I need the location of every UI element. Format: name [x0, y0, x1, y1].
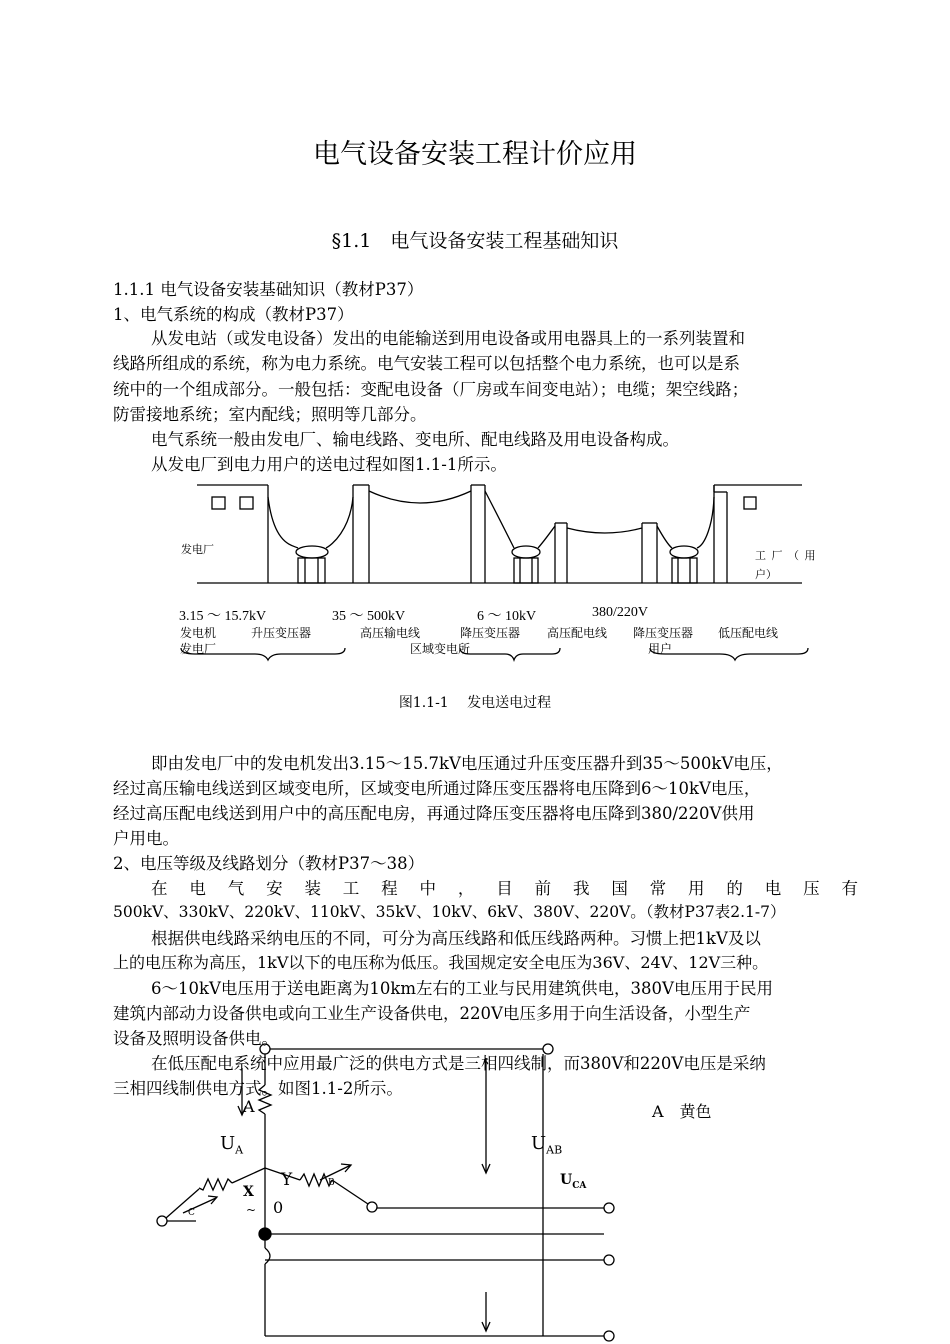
voltage-label: 35 ～ 500kV	[332, 609, 406, 624]
paragraph-line: 根据供电线路采纳电压的不同，可分为高压线路和低压线路两种。习惯上把1kV及以	[151, 929, 761, 948]
factory-label: 工 厂 （ 用	[755, 549, 817, 562]
subsection-heading: 1.1.1 电气设备安装基础知识（教材P37）	[113, 280, 424, 299]
b-sub-label: B	[328, 1178, 335, 1188]
paragraph-line: 户用电。	[113, 829, 179, 848]
paragraph-line: 防雷接地系统；室内配线；照明等几部分。	[113, 405, 427, 424]
factory-label-2: 户）	[755, 568, 777, 581]
paragraph-line: 线路所组成的系统，称为电力系统。电气安装工程可以包括整个电力系统，也可以是系	[113, 354, 740, 373]
group-label: 区域变电所	[410, 642, 471, 656]
phase-a-label: A	[243, 1097, 255, 1116]
paragraph-line: 三相四线制供电方式。如图1.1-2所示。	[113, 1079, 403, 1098]
item-heading-1: 1、电气系统的构成（教材P37）	[113, 305, 354, 324]
uca-label: $U_{CA}$	[560, 1172, 587, 1191]
paragraph-line: 经过高压输电线送到区域变电所，区域变电所通过降压变压器将电压降到6～10kV电压，	[113, 779, 761, 798]
power-plant-label: 发电厂	[181, 543, 214, 556]
paragraph-line: 统中的一个组成部分。一般包括：变配电设备（厂房或车间变电站）；电缆；架空线路；	[113, 380, 749, 399]
x-label: X	[243, 1184, 254, 1200]
component-label: 降压变压器	[460, 626, 521, 640]
group-label: 发电厂	[180, 642, 217, 656]
figure-caption: 图1.1-1 发电送电过程	[398, 695, 552, 711]
voltage-label: 6 ～ 10kV	[477, 609, 537, 624]
uab-label: $U_{AB}$	[531, 1133, 563, 1157]
voltage-label: 3.15 ～ 15.7kV	[179, 609, 267, 624]
phase-color-note: A 黄色	[652, 1102, 712, 1121]
ua-label: $U_A$	[220, 1133, 244, 1157]
paragraph-line: 从发电厂到电力用户的送电过程如图1.1-1所示。	[151, 455, 507, 474]
item-heading-2: 2、电压等级及线路划分（教材P37～38）	[113, 854, 425, 873]
tilde-symbol: ~	[246, 1203, 257, 1217]
paragraph-line: 建筑内部动力设备供电或向工业生产设备供电，220V电压多用于向生活设备，小型生产	[113, 1004, 751, 1023]
paragraph-line: 6～10kV电压用于送电距离为10km左右的工业与民用建筑供电，380V电压用于民用	[151, 979, 773, 998]
page-title: 电气设备安装工程计价应用	[313, 139, 637, 170]
paragraph-line: 设备及照明设备供电。	[113, 1029, 278, 1048]
neutral-zero-label: 0	[273, 1198, 284, 1217]
component-label: 升压变压器	[251, 626, 312, 640]
component-label: 降压变压器	[633, 626, 694, 640]
paragraph-line: 500kV、330kV、220kV、110kV、35kV、10kV、6kV、380V、220V。（教材P37表2.1-7）	[113, 903, 786, 921]
section-heading: §1.1 电气设备安装工程基础知识	[331, 230, 619, 252]
spaced-paragraph-line: 在 电 气 安 装 工 程 中 ， 目 前 我 国 常 用 的 电 压 有	[151, 879, 858, 898]
paragraph-line: 从发电站（或发电设备）发出的电能输送到用电设备或用电器具上的一系列装置和	[151, 329, 745, 348]
y-label: Y	[281, 1170, 293, 1190]
component-label: 发电机	[180, 626, 217, 640]
component-label: 低压配电线	[718, 626, 779, 640]
paragraph-line: 电气系统一般由发电厂、输电线路、变电所、配电线路及用电设备构成。	[151, 430, 679, 449]
component-label: 高压输电线	[360, 626, 421, 640]
c-sub-label: C	[188, 1208, 195, 1218]
paragraph-line: 上的电压称为高压，1kV以下的电压称为低压。我国规定安全电压为36V、24V、12V三种。	[113, 953, 769, 972]
voltage-label: 380/220V	[592, 605, 648, 620]
paragraph-line: 在低压配电系统中应用最广泛的供电方式是三相四线制，而380V和220V电压是采纳	[151, 1054, 766, 1073]
group-label: 用户	[648, 642, 673, 656]
paragraph-line: 即由发电厂中的发电机发出3.15～15.7kV电压通过升压变压器升到35～500kV电压，	[151, 754, 783, 773]
component-label: 高压配电线	[547, 626, 608, 640]
paragraph-line: 经过高压配电线送到用户中的高压配电房，再通过降压变压器将电压降到380/220V供用	[113, 804, 755, 823]
